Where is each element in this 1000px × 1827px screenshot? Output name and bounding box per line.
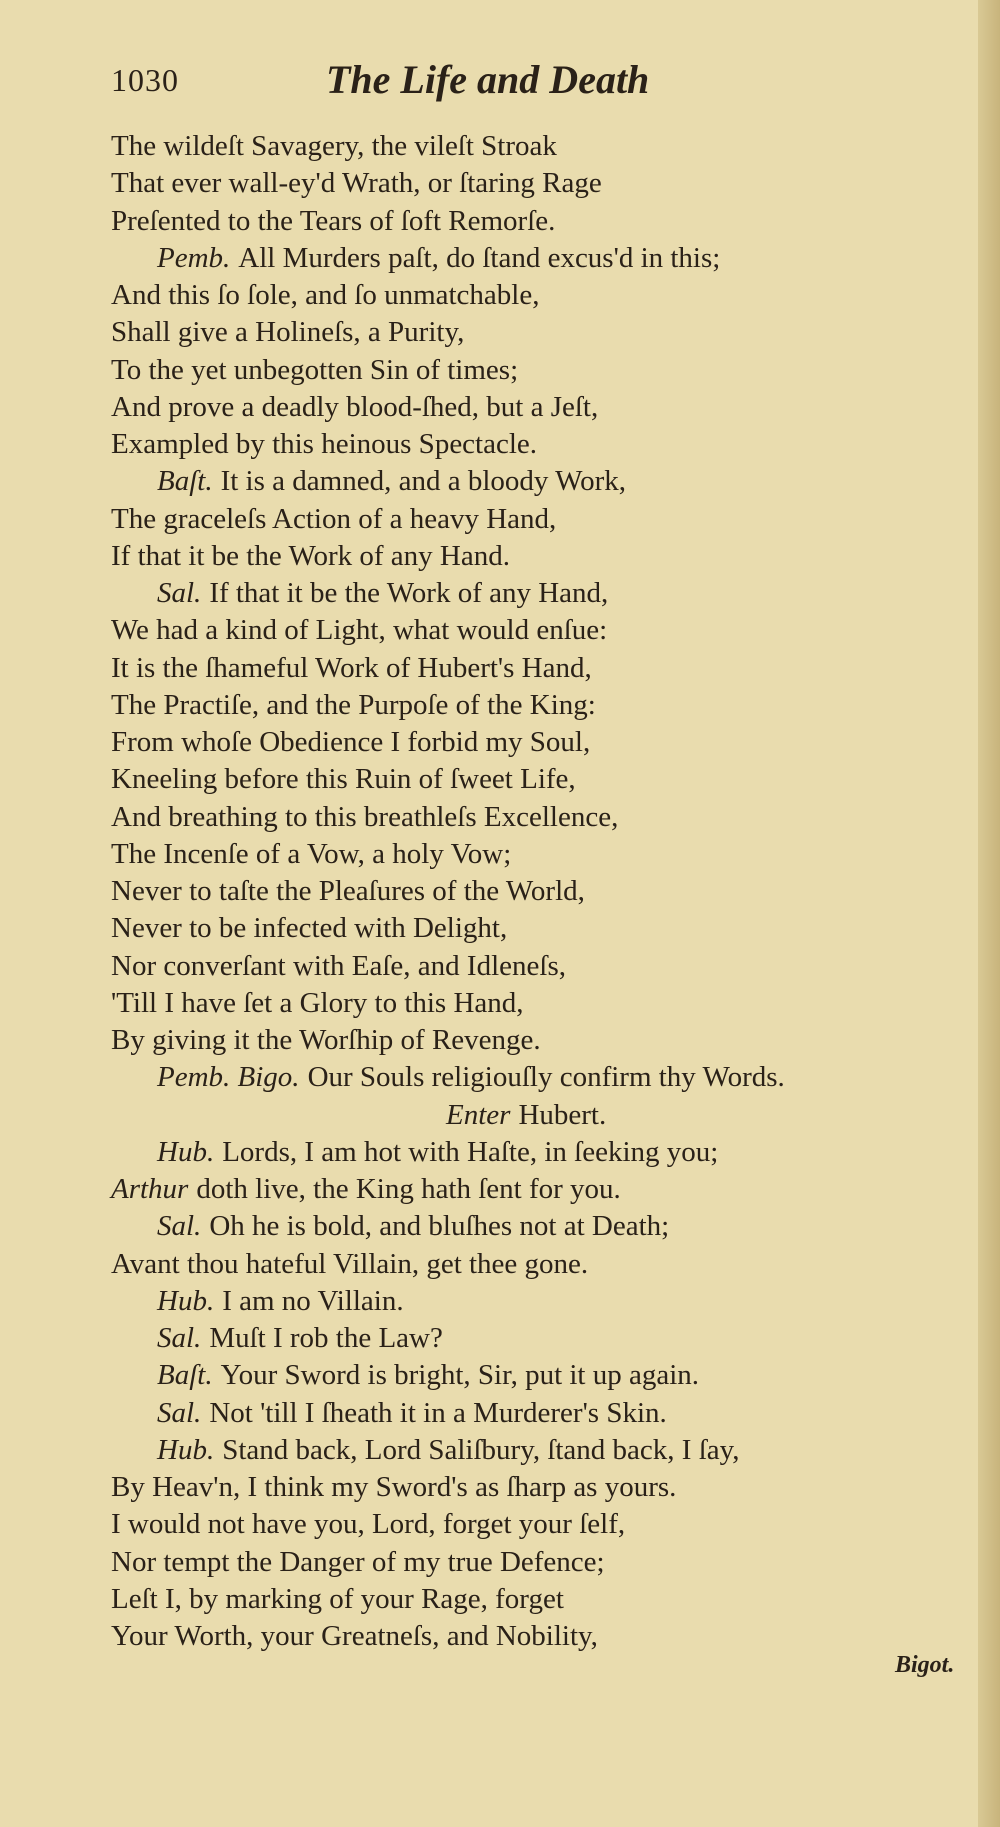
line-text: Stand back, Lord Saliſbury, ſtand back, I ſay,	[222, 1433, 740, 1466]
text-line	[111, 1469, 971, 1506]
text-line	[111, 389, 971, 426]
text-line	[111, 314, 971, 351]
text-line	[111, 1544, 971, 1581]
line-text: To the yet unbegotten Sin of times;	[111, 353, 519, 386]
speaker-name: Sal.	[157, 1396, 202, 1429]
text-line	[111, 1357, 971, 1394]
text-line	[111, 1134, 971, 1171]
text-line	[111, 612, 971, 649]
text-line	[111, 948, 971, 985]
text-line	[111, 1097, 971, 1134]
text-line	[111, 1171, 971, 1208]
line-text: Your Worth, your Greatneſs, and Nobility,	[111, 1620, 598, 1652]
line-text: It is a damned, and a bloody Work,	[220, 465, 627, 498]
text-line	[111, 1022, 971, 1059]
catchword: Bigot.	[895, 1652, 955, 1678]
speaker-name: Baſt.	[157, 1359, 213, 1392]
line-text: Shall give a Holineſs, a Purity,	[111, 316, 465, 349]
line-text: From whoſe Obedience I forbid my Soul,	[111, 726, 591, 758]
text-line	[111, 128, 971, 165]
speaker-name: Sal.	[157, 577, 202, 609]
text-line	[111, 1246, 971, 1283]
line-text: I am no Villain.	[222, 1284, 404, 1317]
speaker-name: Hub.	[157, 1284, 215, 1317]
line-text: 'Till I have ſet a Glory to this Hand,	[111, 986, 524, 1019]
text-line	[111, 277, 971, 314]
line-text: Our Souls religiouſly confirm thy Words.	[307, 1061, 785, 1094]
speaker-name: Enter	[446, 1098, 511, 1131]
line-text: By giving it the Worſhip of Revenge.	[111, 1024, 541, 1056]
line-text: The Practiſe, and the Purpoſe of the King:	[111, 688, 596, 721]
line-text: Never to be infected with Delight,	[111, 912, 508, 945]
line-text: And breathing to this breathleſs Excellence,	[111, 800, 619, 833]
text-line	[111, 352, 971, 389]
text-line	[111, 463, 971, 500]
line-text: If that it be the Work of any Hand.	[111, 539, 510, 572]
speaker-name: Hub.	[157, 1135, 215, 1168]
text-line	[111, 240, 971, 277]
line-text: Lords, I am hot with Haſte, in ſeeking you;	[222, 1135, 719, 1168]
line-text: That ever wall-ey'd Wrath, or ſtaring Rage	[111, 167, 602, 200]
line-text: Exampled by this heinous Spectacle.	[111, 428, 538, 460]
text-line	[111, 1320, 971, 1357]
line-text: We had a kind of Light, what would enſue:	[111, 614, 608, 647]
line-text: Muſt I rob the Law?	[209, 1322, 443, 1354]
speaker-name: Pemb.	[157, 241, 231, 274]
line-text: Not 'till I ſheath it in a Murderer's Skin.	[209, 1396, 667, 1429]
text-line	[111, 650, 971, 687]
text-line	[111, 985, 971, 1022]
text-line	[111, 1506, 971, 1543]
line-text: Leſt I, by marking of your Rage, forget	[111, 1582, 564, 1615]
page-edge-shadow	[978, 0, 1000, 1827]
line-text: The Incenſe of a Vow, a holy Vow;	[111, 837, 512, 870]
line-text: And prove a deadly blood-ſhed, but a Jeſt,	[111, 390, 599, 423]
running-title: The Life and Death	[326, 57, 650, 102]
text-line	[111, 538, 971, 575]
speaker-name: Sal.	[157, 1322, 202, 1354]
line-text: The wildeſt Savagery, the vileſt Stroak	[111, 130, 557, 162]
line-text: Avant thou hateful Villain, get thee gone.	[111, 1247, 589, 1280]
line-text: And this ſo ſole, and ſo unmatchable,	[111, 279, 540, 311]
speaker-name: Sal.	[157, 1210, 202, 1243]
speaker-name: Arthur	[111, 1173, 189, 1205]
line-text: Oh he is bold, and bluſhes not at Death;	[209, 1210, 670, 1243]
line-text: Kneeling before this Ruin of ſweet Life,	[111, 763, 576, 796]
line-text: The graceleſs Action of a heavy Hand,	[111, 502, 557, 535]
text-line	[111, 426, 971, 463]
text-line	[111, 575, 971, 612]
speaker-name: Baſt.	[157, 465, 213, 498]
speaker-name: Hub.	[157, 1433, 215, 1466]
line-text: If that it be the Work of any Hand,	[209, 577, 609, 609]
text-line	[111, 165, 971, 202]
text-line	[111, 1283, 971, 1320]
text-line	[111, 799, 971, 836]
line-text: Preſented to the Tears of ſoft Remorſe.	[111, 204, 556, 237]
line-text: It is the ſhameful Work of Hubert's Hand,	[111, 651, 592, 684]
text-line	[111, 761, 971, 798]
text-line	[111, 1581, 971, 1618]
text-line	[111, 501, 971, 538]
text-line	[111, 724, 971, 761]
page-number: 1030	[111, 62, 179, 98]
text-line	[111, 1059, 971, 1096]
text-line	[111, 1618, 971, 1655]
line-text: Never to taſte the Pleaſures of the World,	[111, 875, 585, 907]
line-text: doth live, the King hath ſent for you.	[196, 1173, 621, 1205]
line-text: By Heav'n, I think my Sword's as ſharp as yours.	[111, 1471, 677, 1503]
text-line	[111, 910, 971, 947]
text-line	[111, 1208, 971, 1245]
page-header	[111, 56, 951, 106]
text-line	[111, 687, 971, 724]
speaker-name: Pemb. Bigo.	[157, 1061, 300, 1094]
text-line	[111, 203, 971, 240]
text-line	[111, 873, 971, 910]
line-text: Your Sword is bright, Sir, put it up again.	[220, 1359, 700, 1392]
text-line	[111, 836, 971, 873]
line-text: Hubert.	[518, 1098, 607, 1131]
text-line	[111, 1395, 971, 1432]
line-text: I would not have you, Lord, forget your ſelf,	[111, 1508, 626, 1541]
line-text: All Murders paſt, do ſtand excus'd in this;	[238, 241, 721, 274]
text-line	[111, 1432, 971, 1469]
line-text: Nor converſant with Eaſe, and Idleneſs,	[111, 949, 566, 982]
line-text: Nor tempt the Danger of my true Defence;	[111, 1545, 605, 1578]
play-text	[111, 128, 971, 1655]
